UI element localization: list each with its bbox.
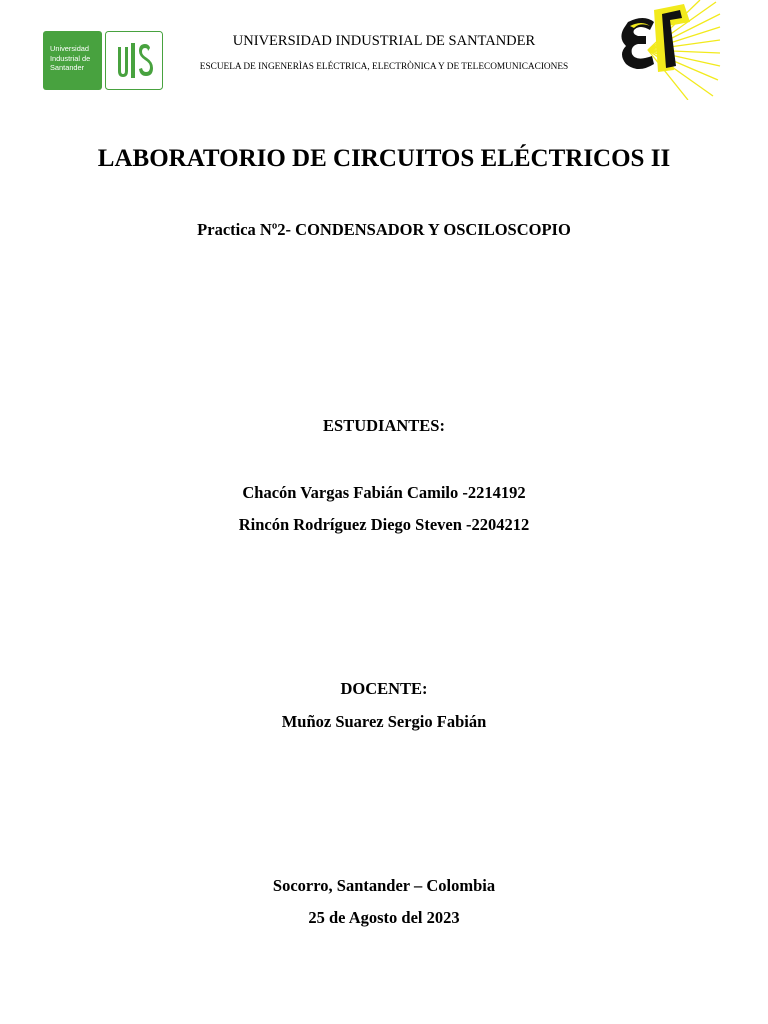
document-title: LABORATORIO DE CIRCUITOS ELÉCTRICOS II [97,145,671,172]
location-line: Socorro, Santander – Colombia [272,876,496,895]
practice-title: Practica Nº2- CONDENSADOR Y OSCILOSCOPIO [197,220,571,239]
teacher-name: Muñoz Suarez Sergio Fabián [281,712,487,731]
uis-logo-line-3: Santander [50,63,85,72]
university-name: UNIVERSIDAD INDUSTRIAL DE SANTANDER [232,33,536,49]
uis-logo-line-1: Universidad [50,44,90,53]
e3t-logo [598,0,722,100]
teacher-heading: DOCENTE: [340,679,428,698]
date-line: 25 de Agosto del 2023 [308,908,460,927]
student-name-2: Rincón Rodríguez Diego Steven -2204212 [238,515,530,534]
student-name-1: Chacón Vargas Fabián Camilo -2214192 [242,483,526,502]
e3t-logo-icon [598,0,722,100]
students-heading: ESTUDIANTES: [323,416,445,435]
school-name: ESCUELA DE INGENERÌAS ELÉCTRICA, ELECTRÒNICA Y DE TELECOMUNICACIONES [199,62,569,72]
uis-logo-line-2: Industrial de [50,53,91,63]
